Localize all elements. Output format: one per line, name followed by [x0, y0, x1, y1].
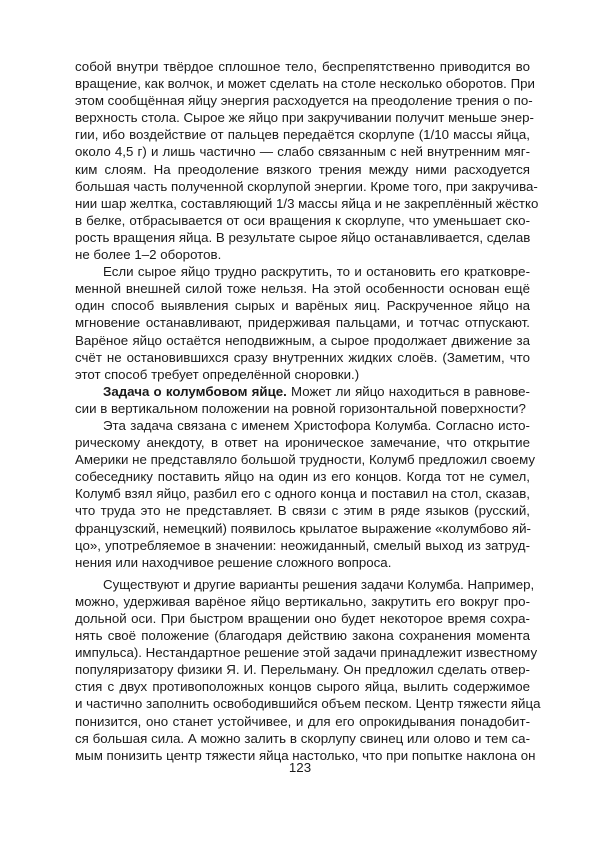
paragraph	[75, 576, 541, 764]
text-line: понизится, оно станет устойчивее, и для его опрокидывания понадобит-	[75, 713, 530, 729]
text-line: сии в вертикальном положении на ровной горизонтальной поверхности?	[75, 400, 526, 416]
text-line: импульса). Нестандартное решение этой задачи принадлежит известному	[75, 645, 538, 661]
text-line: Варёное яйцо остаётся неподвижным, а сырое продолжает движение за	[75, 332, 530, 348]
text-line: Колумб взял яйцо, разбил его с одного конца и поставил на стол, сказав,	[75, 486, 530, 502]
text-line: один способ выявления сырых и варёных яиц. Раскрученное яйцо на	[75, 298, 530, 314]
text-line: ся большая сила. А можно залить в скорлупу свинец или олово и тем са-	[75, 730, 530, 746]
text-line: не более 1–2 оборотов.	[75, 247, 222, 263]
text-line: французский, немецкий) появилось крылатое выражение «колумбово яй-	[75, 520, 531, 536]
text-line: большая часть полученной скорлупой энергии. Кроме того, при закручива-	[75, 178, 538, 194]
text-line: дольной оси. При быстром вращении оно будет некоторое время сохра-	[75, 611, 530, 626]
paragraph	[75, 417, 536, 571]
text-line: Америки не представляло большой трудности, Колумб предложил своему	[75, 452, 536, 468]
text-line: нии шар желтка, составляющий 1/3 массы яйца и не закреплённый жёстко	[75, 195, 539, 211]
text-line: ким слоям. На преодоление вязкого трения между ними расходуется	[75, 161, 530, 177]
text-line: Эта задача связана с именем Христофора Колумба. Согласно исто-	[103, 417, 530, 433]
text-line: и частично заполнить освободившийся объем песком. Центр тяжести яйца	[75, 696, 541, 712]
text-line	[75, 383, 530, 400]
text-line: мгновение останавливают, придерживая пальцами, и тотчас отпускают.	[75, 315, 530, 331]
text-line: этот способ требует определённой сноровки.)	[75, 366, 360, 382]
text-line: популяризатору физики Я. И. Перельману. Он предложил сделать отвер-	[75, 662, 530, 678]
section-heading: Задача о колумбовом яйце.	[103, 383, 287, 399]
text-line: менной внешней силой тоже нельзя. На этой особенности основан ещё	[75, 281, 530, 297]
text-line: собой внутри твёрдое сплошное тело, беспрепятственно приводится во	[75, 59, 530, 74]
text-line: рость вращения яйца. В результате сырое яйцо останавливается, сделав	[75, 229, 531, 245]
text-line: можно, удерживая варёное яйцо вертикально, закрутить его вокруг про-	[75, 593, 530, 609]
text-line: в белке, отбрасывается от оси вращения к скорлупе, что уменьшает ско-	[75, 212, 530, 228]
text-line: мым понизить центр тяжести яйца настолько, что при попытке наклона он	[75, 747, 536, 763]
text-line: около 4,5 г) и лишь частично — слабо связанным с ней внутренним мяг-	[75, 144, 530, 160]
text-line: стия с двух противоположных концов сырого яйца, вылить содержимое	[75, 679, 530, 695]
text-line: нения или находчивое решение сложного вопроса.	[75, 554, 392, 570]
page-body	[75, 58, 541, 764]
text-line: верхность стола. Сырое же яйцо при закручивании получит меньше энер-	[75, 110, 534, 126]
text-line: вращение, как волчок, и может сделать на столе несколько оборотов. При	[75, 76, 535, 92]
paragraph	[75, 58, 539, 263]
text-line: гии, ибо воздействие от пальцев передаётся скорлупе (1/10 массы яйца,	[75, 127, 530, 143]
text-line: Если сырое яйцо трудно раскрутить, то и остановить его кратковре-	[103, 264, 530, 280]
text-line: этом сообщённая яйцу энергия расходуется на преодоление трения о по-	[75, 93, 533, 109]
text-run: Может ли яйцо находиться в равнове-	[286, 383, 530, 399]
paragraph	[75, 383, 530, 417]
text-line: нять своё положение (благодаря действию закона сохранения момента	[75, 628, 530, 644]
text-line: Существуют и другие варианты решения задачи Колумба. Например,	[103, 576, 535, 592]
paragraph	[75, 263, 530, 383]
text-line: цо», употребляемое в значении: неожиданный, смелый выход из затруд-	[75, 537, 530, 553]
text-line: собеседнику поставить яйцо на один из его концов. Когда тот не сумел,	[75, 469, 530, 485]
text-line: что труда это не представляет. В связи с этим в ряде языков (русский,	[75, 503, 530, 519]
page-number: 123	[288, 760, 312, 775]
text-line: рическому анекдоту, в ответ на ироническое замечание, что открытие	[75, 435, 530, 451]
text-line: счёт не остановившихся сразу внутренних жидких слоёв. (Заметим, что	[75, 349, 530, 365]
